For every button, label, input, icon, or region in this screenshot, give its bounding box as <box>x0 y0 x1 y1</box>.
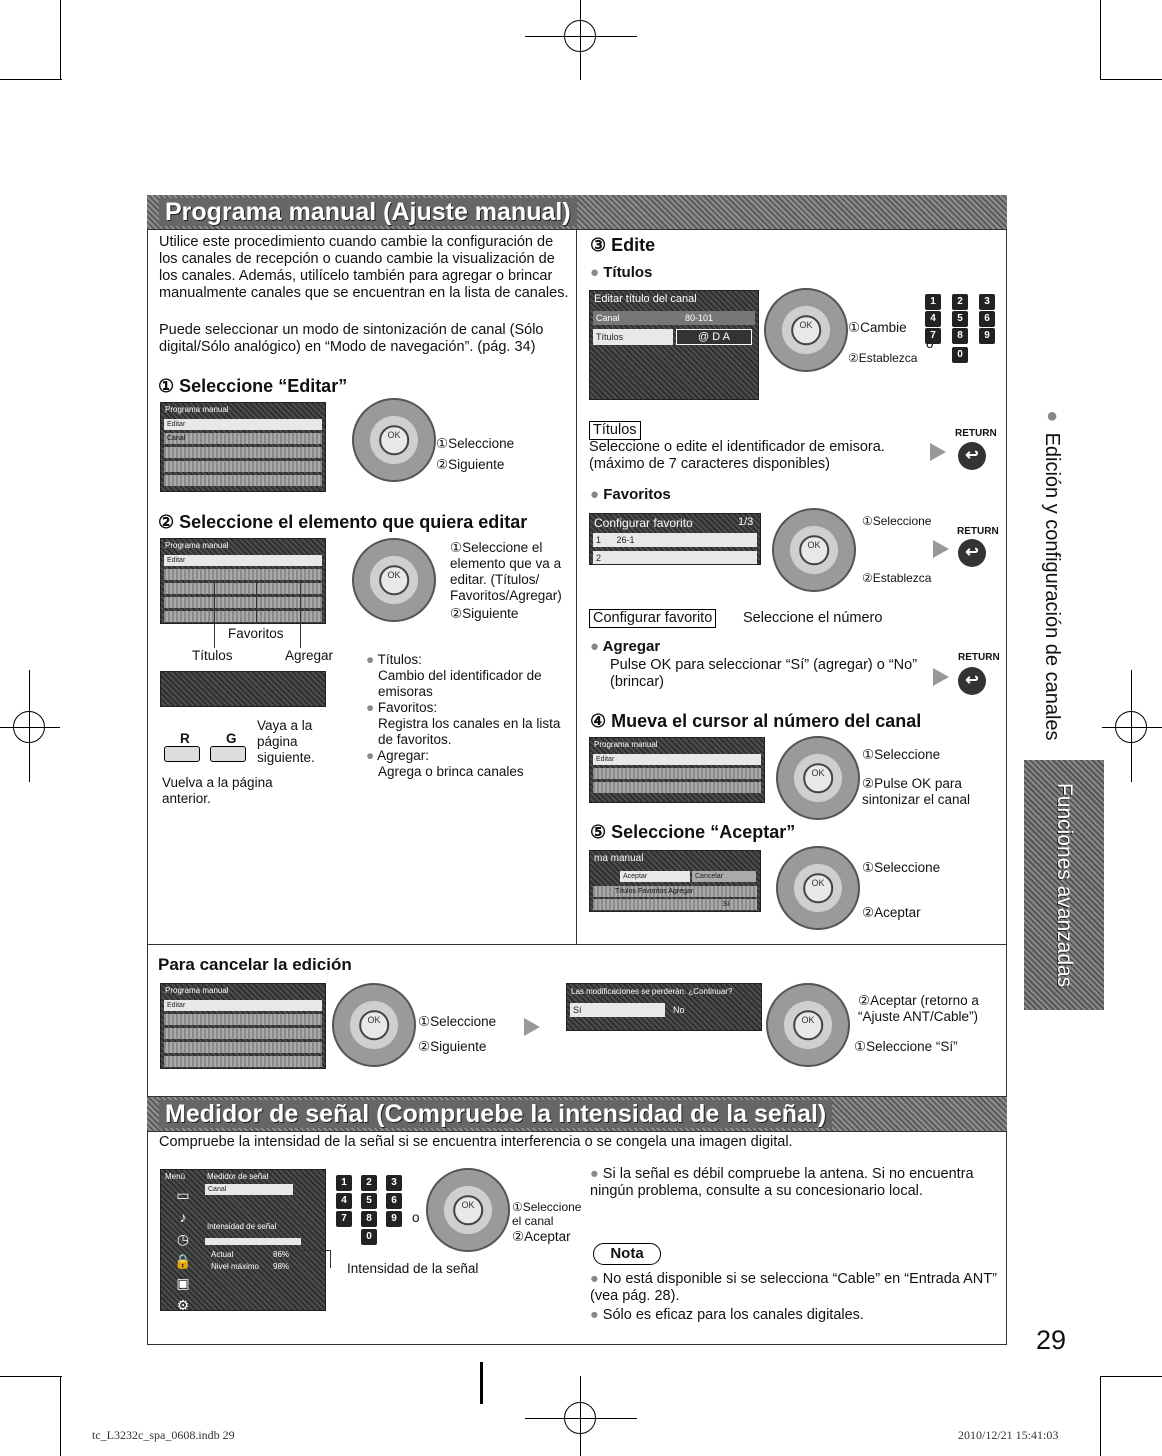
fav-seleccione: ①Seleccione <box>862 514 932 528</box>
step1-seleccione: ①Seleccione <box>436 436 515 451</box>
programa-manual-screen-2 <box>160 538 326 624</box>
lbl-agregar: Agregar <box>285 648 334 663</box>
dialog-question: Las modificaciones se perderán. ¿Continuar? <box>571 987 733 996</box>
num-key-3: 3 <box>979 294 995 310</box>
step5-title: ⑤ Seleccione “Aceptar” <box>590 822 796 842</box>
side-tab: Funciones avanzadas <box>1024 760 1104 1010</box>
return-icon: ↩ <box>958 539 986 567</box>
num-key-5: 5 <box>952 311 968 327</box>
agregar-heading: ● Agregar <box>590 638 660 655</box>
medidor-actual-val: 86% <box>273 1250 290 1259</box>
ok-dpad <box>776 736 860 820</box>
lbl-r: R <box>180 731 190 746</box>
fav-page: 1/3 <box>738 516 754 528</box>
cancel-siguiente: ②Siguiente <box>418 1039 487 1054</box>
return-label: RETURN <box>957 526 999 537</box>
establezca: ②Establezca <box>848 351 918 365</box>
cancel-seleccione: ①Seleccione <box>418 1014 497 1029</box>
num-key-7: 7 <box>336 1211 352 1227</box>
lbl-favoritos: Favoritos <box>228 626 284 641</box>
step3-title: ③ Edite <box>590 235 656 255</box>
editar-titulos: Títulos <box>596 332 624 342</box>
medidor-max: Nivel máximo <box>211 1262 260 1271</box>
num-key-8: 8 <box>952 328 968 344</box>
medidor-title: Medidor de señal <box>207 1172 269 1181</box>
intro-text: Utilice este procedimiento cuando cambie la configuración de los canales de recepción o cuando cambie la visualización de los canales. Además, utilícelo también para agregar o brincar manualmente canales que se encuentran en la lista de canales. <box>159 234 569 301</box>
return-icon: ↩ <box>958 667 986 695</box>
medidor-seleccione: ①Seleccione el canal <box>512 1200 582 1228</box>
editar-titulo-screen <box>589 290 759 400</box>
dialog-no[interactable]: No <box>673 1005 685 1015</box>
num-key-6: 6 <box>386 1193 402 1209</box>
ok-dpad <box>332 983 416 1067</box>
note-2: ● Sólo es eficaz para los canales digitales. <box>590 1307 1000 1324</box>
titulos-box: Títulos <box>589 421 641 440</box>
num-key-7: 7 <box>925 328 941 344</box>
screen-col-canal: Canal <box>167 435 186 442</box>
footer-right: 2010/12/21 15:41:03 <box>958 1428 1059 1442</box>
def-agregar-desc: Agrega o brinca canales <box>378 764 524 779</box>
num-key-6: 6 <box>979 311 995 327</box>
screen-editar: Editar <box>167 557 186 564</box>
return-icon: ↩ <box>958 442 986 470</box>
return-label: RETURN <box>958 652 1000 663</box>
intensidad-label: Intensidad de la señal <box>347 1261 479 1276</box>
g-button <box>210 746 246 762</box>
programa-manual-screen-1 <box>160 402 326 492</box>
medidor-menu: Menú <box>165 1172 186 1181</box>
screen-title: Programa manual <box>165 405 229 414</box>
confirm-dialog <box>566 983 762 1031</box>
side-vertical-label: Edición y configuración de canales <box>1041 432 1063 741</box>
step1-title: ① Seleccione “Editar” <box>158 376 348 396</box>
screen-editar: Editar <box>596 756 615 763</box>
num-key-1: 1 <box>336 1175 352 1191</box>
def-titulos: ● Títulos: <box>366 652 571 668</box>
editar-canal-val: 80-101 <box>685 313 714 323</box>
scr-si: Sí <box>723 901 730 908</box>
def-titulos-desc: Cambio del identificador de emisoras <box>378 668 542 699</box>
fav-establezca: ②Establezca <box>862 571 932 585</box>
num-key-2: 2 <box>361 1175 377 1191</box>
medidor-actual: Actual <box>211 1250 234 1259</box>
ok-dpad <box>772 508 856 592</box>
aceptar-screen <box>589 850 761 912</box>
scr-cols: Títulos Favoritos Agregar <box>615 888 694 895</box>
vaya-pagina: Vaya a la página siguiente. <box>257 718 315 765</box>
medidor-intensidad: Intensidad de señal <box>207 1222 277 1231</box>
return-label: RETURN <box>955 428 997 439</box>
section-header-medidor <box>147 1097 1007 1131</box>
menu-icon-column: ▭ ♪ ◷ 🔒 ▣ ⚙ <box>174 1187 192 1311</box>
step2-title: ② Seleccione el elemento que quiera editar <box>158 512 528 532</box>
screen-menu-bar <box>593 754 761 765</box>
editar-titulo-title: Editar título del canal <box>594 293 697 305</box>
num-key-0: 0 <box>952 347 968 363</box>
section-header-programa-manual <box>147 195 1007 229</box>
num-key-9: 9 <box>386 1211 402 1227</box>
favoritos-heading: ● Favoritos <box>590 486 671 503</box>
programa-manual-screen-4 <box>589 737 765 803</box>
aceptar-screen-title: ma manual <box>594 853 644 864</box>
step2-siguiente: ②Siguiente <box>450 606 519 621</box>
ok-dpad <box>766 983 850 1067</box>
num-key-9: 9 <box>979 328 995 344</box>
configurar-favorito-screen <box>589 513 761 565</box>
def-agregar: ● Agregar: <box>366 748 571 764</box>
medidor-canal: Canal <box>208 1186 227 1193</box>
titulos-desc: Seleccione o edite el identificador de emisora. (máximo de 7 caracteres disponibles) <box>589 439 885 472</box>
page-nav-screen <box>160 671 326 707</box>
titulos-heading: ● Títulos <box>590 264 652 281</box>
vuelva-pagina: Vuelva a la página anterior. <box>162 775 273 806</box>
programa-manual-screen-cancel <box>160 983 326 1069</box>
ok-dpad <box>352 398 436 482</box>
cancel-title: Para cancelar la edición <box>158 955 352 974</box>
scr-cancelar: Cancelar <box>695 873 724 880</box>
footer-left: tc_L3232c_spa_0608.indb 29 <box>92 1428 235 1442</box>
num-key-4: 4 <box>336 1193 352 1209</box>
fav-row2-num: 2 <box>596 553 602 563</box>
step5-seleccione: ①Seleccione <box>862 860 941 875</box>
screen-editar: Editar <box>167 1002 186 1009</box>
r-button <box>164 746 200 762</box>
scr-aceptar: Aceptar <box>623 873 648 880</box>
section-title: Programa manual (Ajuste manual) <box>159 198 577 226</box>
section2-intro: Compruebe la intensidad de la señal si se encuentra interferencia o se congela una imagen digital. <box>159 1134 793 1150</box>
ok-dpad <box>352 538 436 622</box>
num-key-2: 2 <box>952 294 968 310</box>
screen-menu-bar <box>164 1000 322 1011</box>
nota-badge: Nota <box>593 1243 661 1265</box>
num-key-8: 8 <box>361 1211 377 1227</box>
step2-seleccione: ①Seleccione el elemento que va a editar. (Títulos/ Favoritos/Agregar) <box>450 540 562 603</box>
step5-aceptar: ②Aceptar <box>862 905 921 920</box>
num-key-5: 5 <box>361 1193 377 1209</box>
section2-title: Medidor de señal (Compruebe la intensidad de la señal) <box>159 1100 832 1128</box>
cancel-seleccione-si: ①Seleccione “Sí” <box>854 1039 958 1054</box>
medidor-max-val: 98% <box>273 1262 290 1271</box>
dialog-si[interactable]: Sí <box>573 1005 582 1015</box>
fav-desc: Seleccione el número <box>743 610 883 626</box>
def-list <box>366 652 571 780</box>
page-number: 29 <box>1036 1325 1067 1355</box>
fav-row1-val: 26-1 <box>616 535 635 545</box>
ok-dpad <box>426 1168 510 1252</box>
step4-title: ④ Mueva el cursor al número del canal <box>590 711 922 731</box>
editar-canal: Canal <box>596 313 620 323</box>
screen-title: Programa manual <box>165 986 229 995</box>
fav-title: Configurar favorito <box>594 516 693 530</box>
step4-pulse: ②Pulse OK para sintonizar el canal <box>862 776 971 807</box>
num-key-4: 4 <box>925 311 941 327</box>
side-vertical-text: ● Edición y configuración de canales <box>1041 405 1063 741</box>
num-key-3: 3 <box>386 1175 402 1191</box>
fav-row1-num: 1 <box>596 535 602 545</box>
cancel-aceptar: ②Aceptar (retorno a “Ajuste ANT/Cable”) <box>858 993 979 1024</box>
intro-text-2: Puede seleccionar un modo de sintonización de canal (Sólo digital/Sólo analógico) en “Modo de navegación”. (pág. 34) <box>159 322 544 355</box>
num-key-1: 1 <box>925 294 941 310</box>
step1-siguiente: ②Siguiente <box>436 457 505 472</box>
bullet-senal: ● Si la señal es débil compruebe la antena. Si no encuentra ningún problema, consulte a su concesionario local. <box>590 1166 1000 1200</box>
screen-editar: Editar <box>167 421 186 428</box>
ok-dpad <box>776 846 860 930</box>
step4-seleccione: ①Seleccione <box>862 747 941 762</box>
editar-title-value[interactable]: @ D A <box>676 329 752 345</box>
lbl-g: G <box>226 731 237 746</box>
screen-title: Programa manual <box>594 740 658 749</box>
def-favoritos-desc: Registra los canales en la lista de favoritos. <box>378 716 561 747</box>
def-favoritos: ● Favoritos: <box>366 700 571 716</box>
ok-dpad <box>764 288 848 372</box>
cambie: ①Cambie <box>848 320 907 335</box>
medidor-screen <box>160 1169 326 1311</box>
note-1: ● No está disponible si se selecciona “Cable” en “Entrada ANT” (vea pág. 28). <box>590 1271 1000 1305</box>
lbl-titulos: Títulos <box>192 648 233 663</box>
o-label: o <box>412 1210 420 1225</box>
screen-menu-bar <box>164 555 322 566</box>
num-key-0: 0 <box>361 1229 377 1245</box>
screen-menu-bar <box>164 419 322 430</box>
agregar-desc: Pulse OK para seleccionar “Sí” (agregar) o “No” (brincar) <box>610 657 918 690</box>
medidor-aceptar: ②Aceptar <box>512 1229 571 1244</box>
fav-box: Configurar favorito <box>589 609 716 628</box>
screen-title: Programa manual <box>165 541 229 550</box>
